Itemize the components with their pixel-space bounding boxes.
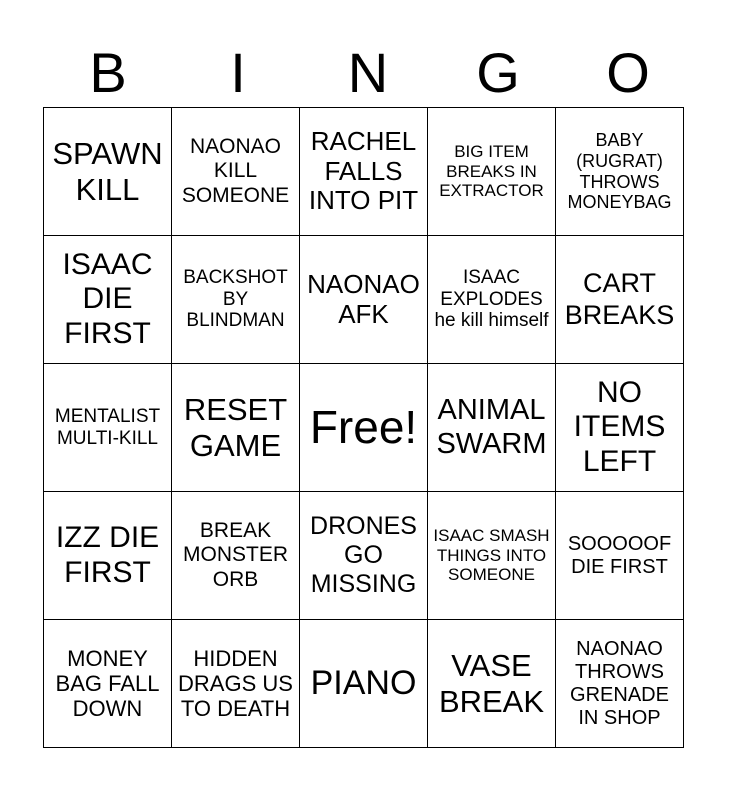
cell-label: NAONAO KILL SOMEONE	[181, 135, 290, 207]
bingo-cell[interactable]	[556, 236, 684, 364]
bingo-cell[interactable]	[428, 364, 556, 492]
free-space-cell[interactable]	[300, 364, 428, 492]
cell-label: SPAWN KILL	[52, 135, 163, 207]
bingo-cell[interactable]	[172, 236, 300, 364]
bingo-row	[44, 236, 684, 364]
bingo-row	[44, 108, 684, 236]
cell-label: HIDDEN DRAGS US TO DEATH	[178, 645, 293, 722]
header-letter-g: G	[476, 41, 520, 104]
bingo-cell[interactable]	[44, 492, 172, 620]
cell-label: VASE BREAK	[438, 647, 545, 719]
cell-label: NAONAO AFK	[307, 268, 420, 329]
bingo-cell[interactable]	[44, 364, 172, 492]
bingo-cell[interactable]	[172, 108, 300, 236]
bingo-cell[interactable]	[44, 108, 172, 236]
bingo-cell[interactable]	[428, 236, 556, 364]
bingo-cell[interactable]	[172, 364, 300, 492]
cell-label: ANIMAL SWARM	[436, 394, 547, 460]
cell-label: NAONAO THROWS GRENADE IN SHOP	[570, 637, 669, 729]
header-letter-n: N	[347, 41, 389, 104]
bingo-cell[interactable]	[556, 108, 684, 236]
bingo-cell[interactable]	[556, 492, 684, 620]
header-letter-i: I	[230, 41, 246, 104]
cell-label: IZZ DIE FIRST	[55, 521, 160, 589]
bingo-cell[interactable]	[300, 108, 428, 236]
bingo-row	[44, 364, 684, 492]
cell-label: BIG ITEM BREAKS IN EXTRACTOR	[439, 142, 544, 201]
cell-label: BREAK MONSTER ORB	[183, 519, 288, 591]
header-letter-o: O	[606, 41, 650, 104]
bingo-cell[interactable]	[300, 620, 428, 748]
cell-label: SOOOOOF DIE FIRST	[567, 532, 672, 578]
free-space-label: Free!	[309, 401, 418, 454]
cell-label: ISAAC EXPLODES he kill himself	[434, 266, 549, 332]
cell-label: ISAAC SMASH THINGS INTO SOMEONE	[433, 526, 550, 585]
bingo-cell[interactable]	[172, 492, 300, 620]
header-letter-b: B	[89, 41, 127, 104]
bingo-cell[interactable]	[172, 620, 300, 748]
bingo-cell[interactable]	[428, 492, 556, 620]
cell-label: PIANO	[310, 663, 417, 702]
cell-label: ISAAC DIE FIRST	[62, 247, 153, 350]
bingo-header	[43, 38, 693, 108]
cell-label: RACHEL FALLS INTO PIT	[308, 125, 419, 216]
cell-label: BABY (RUGRAT) THROWS MONEYBAG	[567, 130, 672, 213]
bingo-cell[interactable]	[300, 236, 428, 364]
bingo-cell[interactable]	[44, 620, 172, 748]
cell-label: MONEY BAG FALL DOWN	[55, 645, 160, 722]
cell-label: NO ITEMS LEFT	[573, 375, 666, 478]
bingo-cell[interactable]	[44, 236, 172, 364]
bingo-cell[interactable]	[556, 620, 684, 748]
cell-label: RESET GAME	[183, 391, 288, 463]
bingo-cell[interactable]	[300, 492, 428, 620]
bingo-card	[43, 107, 684, 748]
bingo-cell[interactable]	[428, 108, 556, 236]
bingo-cell[interactable]	[556, 364, 684, 492]
bingo-row	[44, 492, 684, 620]
cell-label: BACKSHOT BY BLINDMAN	[183, 266, 288, 332]
bingo-cell[interactable]	[428, 620, 556, 748]
cell-label: CART BREAKS	[564, 268, 675, 330]
cell-label: DRONES GO MISSING	[310, 512, 417, 598]
cell-label: MENTALIST MULTI-KILL	[54, 405, 161, 449]
bingo-row	[44, 620, 684, 748]
